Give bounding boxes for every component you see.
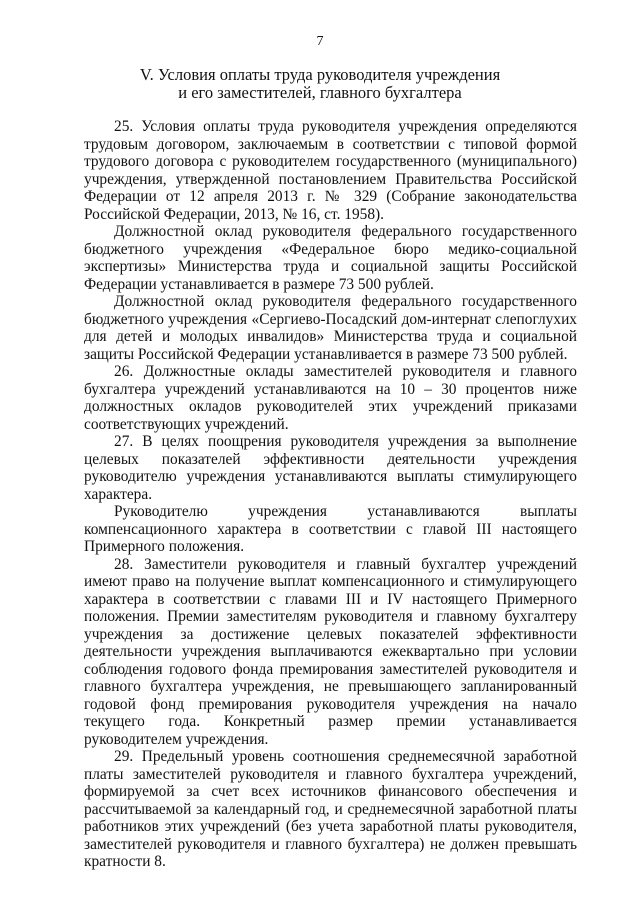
paragraph-salary-bureau: Должностной оклад руководителя федерального государственного бюджетного учреждения «Федеральное бюро медико-социальной экспертизы» Министерства труда и социальной защиты Российской Федерации устанавливается в размере 73 500 рублей. (84, 223, 577, 293)
paragraph-28: 28. Заместители руководителя и главный бухгалтер учреждений имеют право на получение выплат компенсационного и стимулирующего характера в соответствии с главами III и IV настоящего Примерного положения. Премии заместителям руководителя и главному бухгалтеру учреждения за достижение целевых показателей эффективности деятельности учреждения выплачиваются ежеквартально при условии соблюдения годового фонда премирования заместителей руководителя и главного бухгалтера учреждения, не превышающего запланированный годовой фонд премирования руководителя учреждения на начало текущего года. Конкретный размер премии устанавливается руководителем учреждения. (84, 555, 577, 748)
section-heading-line-1: V. Условия оплаты труда руководителя учреждения (139, 65, 501, 84)
paragraph-29: 29. Предельный уровень соотношения среднемесячной заработной платы заместителей руководителя и главного бухгалтера учреждений, формируемой за счет всех источников финансового обеспечения и рассчитываемой за календарный год, и среднемесячной заработной платы работников этих учреждений (без учета заработной платы руководителя, заместителей руководителя и главного бухгалтера) не должен превышать кратности 8. (84, 748, 577, 870)
section-heading-line-2: и его заместителей, главного бухгалтера (178, 83, 462, 102)
paragraph-salary-sergiev-posad: Должностной оклад руководителя федерального государственного бюджетного учреждения «Сергиево-Посадский дом-интернат слепоглухих для детей и молодых инвалидов» Министерства труда и социальной защиты Российской Федерации устанавливается в размере 73 500 рублей. (84, 293, 577, 363)
section-heading (90, 66, 550, 102)
paragraph-27: 27. В целях поощрения руководителя учреждения за выполнение целевых показателей эффективности деятельности учреждения руководителю учреждения устанавливаются выплаты стимулирующего характера. (84, 433, 577, 503)
paragraph-26: 26. Должностные оклады заместителей руководителя и главного бухгалтера учреждений устанавливаются на 10 – 30 процентов ниже должностных окладов руководителей этих учреждений приказами соответствующих учреждений. (84, 363, 577, 433)
paragraph-25: 25. Условия оплаты труда руководителя учреждения определяются трудовым договором, заключаемым в соответствии с типовой формой трудового договора с руководителем государственного (муниципального) учреждения, утвержденной постановлением Правительства Российской Федерации от 12 апреля 2013 г. № 329 (Собрание законодательства Российской Федерации, 2013, № 16, ст. 1958). (84, 118, 577, 223)
paragraph-compensation: Руководителю учреждения устанавливаются выплаты компенсационного характера в соответствии с главой III настоящего Примерного положения. (84, 503, 577, 555)
page-number: 7 (316, 34, 324, 49)
document-body (84, 118, 577, 871)
